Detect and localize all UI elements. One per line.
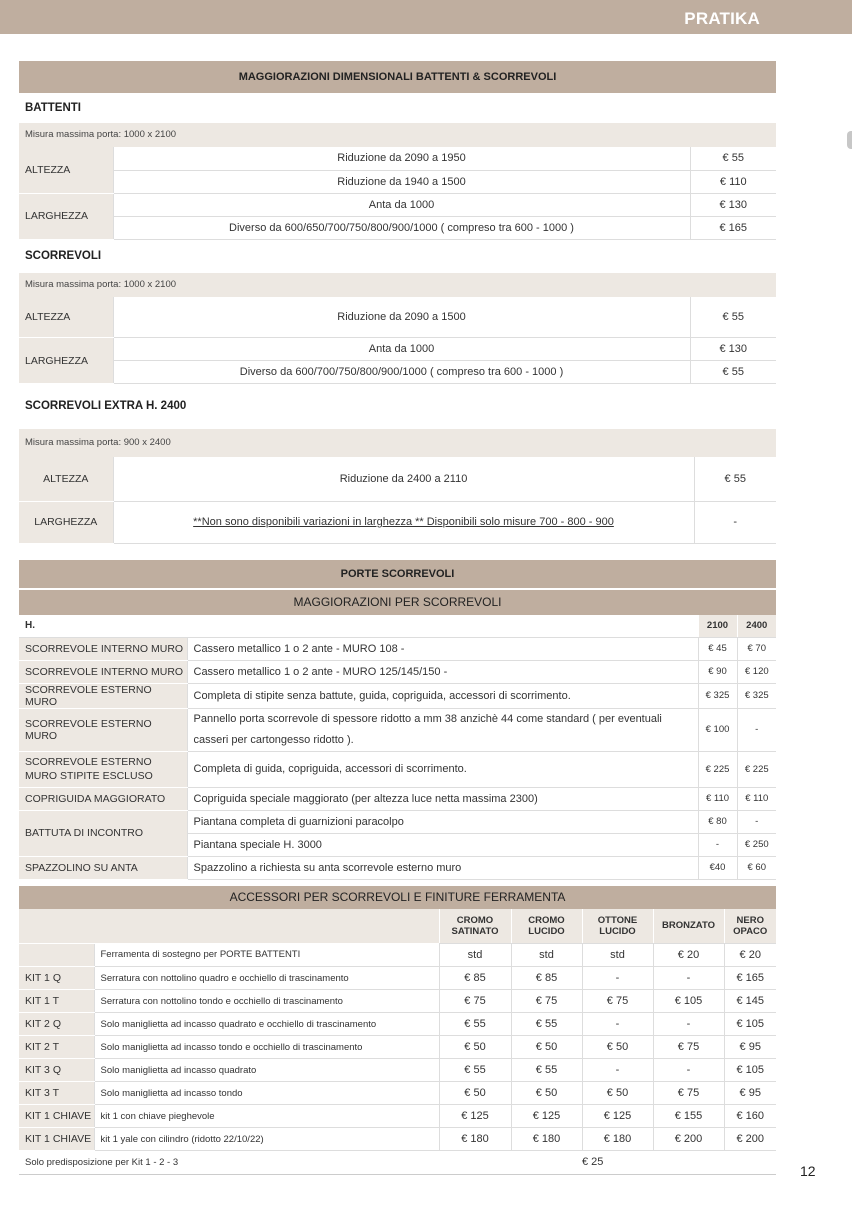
table-row	[19, 944, 776, 967]
table-row	[19, 193, 776, 216]
extra-table	[19, 457, 776, 544]
table-row	[19, 967, 776, 990]
finish-price: € 160	[724, 1105, 776, 1128]
table-row	[19, 660, 776, 683]
finish-price: € 165	[724, 967, 776, 990]
row-label: SCORREVOLE ESTERNO MURO STIPITE ESCLUSO	[19, 751, 187, 787]
finish-price: -	[653, 1059, 724, 1082]
col-cromo-lucido: CROMO LUCIDO	[511, 909, 582, 943]
finish-price: -	[653, 967, 724, 990]
scorrevoli-table	[19, 297, 776, 385]
footer-row	[19, 1151, 776, 1174]
table-row	[19, 637, 776, 660]
larghezza-label: LARGHEZZA	[19, 338, 113, 384]
finish-price: € 95	[724, 1082, 776, 1105]
row-desc: kit 1 con chiave pieghevole	[94, 1105, 439, 1128]
kit-label: KIT 1 CHIAVE	[19, 1128, 94, 1151]
table-row	[19, 751, 776, 787]
finish-price: € 75	[582, 990, 653, 1013]
desc: Riduzione da 2090 a 1950	[113, 147, 690, 170]
row-desc: Piantana speciale H. 3000	[187, 833, 698, 856]
section-title: MAGGIORAZIONI DIMENSIONALI BATTENTI & SCORREVOLI	[19, 61, 776, 93]
battenti-note: Misura massima porta: 1000 x 2100	[19, 123, 776, 147]
row-desc: Completa di stipite senza battute, guida, copriguida, accessori di scorrimento.	[187, 683, 698, 708]
table-row	[19, 1082, 776, 1105]
col-cromo-satinato: CROMO SATINATO	[439, 909, 511, 943]
table-row	[19, 708, 776, 751]
header-bar	[0, 0, 852, 34]
altezza-label: ALTEZZA	[19, 147, 113, 193]
col-nero-opaco: NERO OPACO	[724, 909, 776, 943]
row-label: SPAZZOLINO SU ANTA	[19, 856, 187, 879]
price-2400: € 60	[737, 856, 776, 879]
kit-label	[19, 944, 94, 967]
table-row	[19, 683, 776, 708]
section-maggiorazioni-dimensionali	[19, 61, 776, 544]
table-row	[19, 1105, 776, 1128]
desc: Diverso da 600/700/750/800/900/1000 ( compreso tra 600 - 1000 )	[113, 361, 690, 384]
price-2100: -	[698, 833, 737, 856]
price-2100: € 325	[698, 683, 737, 708]
col-2400: 2400	[737, 615, 776, 637]
table-row	[19, 147, 776, 170]
kit-label: KIT 1 T	[19, 990, 94, 1013]
finish-price: std	[511, 944, 582, 967]
finish-price: € 55	[511, 1059, 582, 1082]
finish-price: € 50	[439, 1036, 511, 1059]
price: € 55	[690, 361, 776, 384]
section-porte-scorrevoli	[19, 560, 776, 880]
kit-label: KIT 3 T	[19, 1082, 94, 1105]
finish-price: € 50	[511, 1036, 582, 1059]
kit-label: KIT 2 Q	[19, 1013, 94, 1036]
price: € 165	[690, 216, 776, 239]
finish-price: € 180	[582, 1128, 653, 1151]
price: -	[694, 501, 776, 543]
row-desc: kit 1 yale con cilindro (ridotto 22/10/22)	[94, 1128, 439, 1151]
row-label: BATTUTA DI INCONTRO	[19, 810, 187, 856]
brand-title: PRATIKA	[684, 9, 760, 28]
larghezza-label: LARGHEZZA	[19, 501, 113, 543]
price-2400: € 325	[737, 683, 776, 708]
finish-price: -	[582, 1013, 653, 1036]
section-accessori	[19, 886, 776, 1175]
price-2400: € 70	[737, 637, 776, 660]
table-row	[19, 297, 776, 338]
footer-label: Solo predisposizione per Kit 1 - 2 - 3	[19, 1151, 439, 1174]
price-2100: € 80	[698, 810, 737, 833]
desc: Anta da 1000	[113, 193, 690, 216]
price-2100: € 110	[698, 787, 737, 810]
desc: Riduzione da 2400 a 2110	[113, 457, 694, 501]
finish-price: € 20	[653, 944, 724, 967]
table-row	[19, 787, 776, 810]
table-header-row	[19, 909, 776, 943]
price: € 110	[690, 170, 776, 193]
finish-price: € 125	[439, 1105, 511, 1128]
row-desc: Solo maniglietta ad incasso tondo	[94, 1082, 439, 1105]
footer-price: € 25	[439, 1151, 751, 1174]
finish-price: € 180	[511, 1128, 582, 1151]
table-row	[19, 216, 776, 239]
finish-price: std	[439, 944, 511, 967]
table-row	[19, 501, 776, 543]
finish-price: € 200	[724, 1128, 776, 1151]
table-row	[19, 1036, 776, 1059]
row-label: SCORREVOLE INTERNO MURO	[19, 660, 187, 683]
table-row	[19, 810, 776, 833]
section-subtitle: MAGGIORAZIONI PER SCORREVOLI	[19, 590, 776, 615]
col-bronzato: BRONZATO	[653, 909, 724, 943]
row-label: COPRIGUIDA MAGGIORATO	[19, 787, 187, 810]
row-desc: Serratura con nottolino quadro e occhiello di trascinamento	[94, 967, 439, 990]
table-row	[19, 856, 776, 879]
finish-price: € 75	[653, 1036, 724, 1059]
finish-price: € 125	[582, 1105, 653, 1128]
desc: Diverso da 600/650/700/750/800/900/1000 ( compreso tra 600 - 1000 )	[113, 216, 690, 239]
kit-label: KIT 1 CHIAVE	[19, 1105, 94, 1128]
finish-price: € 105	[653, 990, 724, 1013]
price: € 55	[690, 297, 776, 338]
table-row	[19, 170, 776, 193]
price-2400: € 110	[737, 787, 776, 810]
desc: Riduzione da 1940 a 1500	[113, 170, 690, 193]
finish-price: € 95	[724, 1036, 776, 1059]
price: € 130	[690, 193, 776, 216]
table-row	[19, 1128, 776, 1151]
col-ottone-lucido: OTTONE LUCIDO	[582, 909, 653, 943]
price-2100: € 100	[698, 708, 737, 751]
finish-price: € 85	[439, 967, 511, 990]
price: € 55	[690, 147, 776, 170]
finish-price: € 105	[724, 1059, 776, 1082]
price-2400: € 250	[737, 833, 776, 856]
table-row	[19, 338, 776, 361]
finish-price: € 125	[511, 1105, 582, 1128]
scorrevoli-maggiorazioni-table	[19, 615, 776, 880]
kit-label: KIT 3 Q	[19, 1059, 94, 1082]
finish-price: -	[582, 967, 653, 990]
row-label: SCORREVOLE INTERNO MURO	[19, 637, 187, 660]
price-2400: € 120	[737, 660, 776, 683]
finish-price: € 75	[653, 1082, 724, 1105]
finish-price: € 145	[724, 990, 776, 1013]
finish-price: € 75	[511, 990, 582, 1013]
row-desc: Ferramenta di sostegno per PORTE BATTENTI	[94, 944, 439, 967]
finish-price: € 20	[724, 944, 776, 967]
price-2100: €40	[698, 856, 737, 879]
price-2400: -	[737, 810, 776, 833]
table-header-row	[19, 615, 776, 637]
col-2100: 2100	[698, 615, 737, 637]
page-number: 12	[800, 1163, 816, 1179]
row-desc: Pannello porta scorrevole di spessore ridotto a mm 38 anzichè 44 come standard ( per eventuali casseri per cartongesso ridotto ).	[187, 708, 698, 751]
altezza-label: ALTEZZA	[19, 297, 113, 338]
table-row	[19, 1013, 776, 1036]
price: € 55	[694, 457, 776, 501]
finish-price: € 155	[653, 1105, 724, 1128]
finish-price: € 50	[582, 1082, 653, 1105]
finish-price: € 180	[439, 1128, 511, 1151]
row-desc: Spazzolino a richiesta su anta scorrevole esterno muro	[187, 856, 698, 879]
scorrevoli-title: SCORREVOLI	[25, 249, 102, 262]
extra-note: Misura massima porta: 900 x 2400	[19, 429, 776, 457]
price: € 130	[690, 338, 776, 361]
row-desc: Solo maniglietta ad incasso tondo e occhiello di trascinamento	[94, 1036, 439, 1059]
table-row	[19, 990, 776, 1013]
extra-title: SCORREVOLI EXTRA H. 2400	[25, 400, 187, 412]
finish-price: € 200	[653, 1128, 724, 1151]
row-desc: Solo maniglietta ad incasso quadrato	[94, 1059, 439, 1082]
desc: Anta da 1000	[113, 338, 690, 361]
row-label: SCORREVOLE ESTERNO MURO	[19, 683, 187, 708]
finish-price: € 55	[439, 1013, 511, 1036]
finish-price: € 85	[511, 967, 582, 990]
row-desc: Serratura con nottolino tondo e occhiello di trascinamento	[94, 990, 439, 1013]
row-desc: Completa di guida, copriguida, accessori di scorrimento.	[187, 751, 698, 787]
row-desc: Cassero metallico 1 o 2 ante - MURO 108 -	[187, 637, 698, 660]
larghezza-label: LARGHEZZA	[19, 193, 113, 239]
row-desc: Piantana completa di guarnizioni paracolpo	[187, 810, 698, 833]
table-row	[19, 1059, 776, 1082]
price-2400: -	[737, 708, 776, 751]
accessori-table	[19, 909, 776, 944]
kit-label: KIT 2 T	[19, 1036, 94, 1059]
h-label: H.	[19, 615, 187, 637]
finish-price: € 55	[511, 1013, 582, 1036]
price-2100: € 45	[698, 637, 737, 660]
row-desc: Solo maniglietta ad incasso quadrato e occhiello di trascinamento	[94, 1013, 439, 1036]
finish-price: -	[653, 1013, 724, 1036]
kit-label: KIT 1 Q	[19, 967, 94, 990]
battenti-title: BATTENTI	[25, 102, 82, 114]
section-title: ACCESSORI PER SCORREVOLI E FINITURE FERRAMENTA	[19, 886, 776, 909]
availability-note-link[interactable]: **Non sono disponibili variazioni in larghezza ** Disponibili solo misure 700 - 800 - 900	[113, 501, 694, 543]
accessori-footer	[19, 1151, 776, 1175]
row-label: SCORREVOLE ESTERNO MURO	[19, 708, 187, 751]
desc: Riduzione da 2090 a 1500	[113, 297, 690, 338]
side-scroll-tab[interactable]	[847, 131, 852, 149]
row-desc: Cassero metallico 1 o 2 ante - MURO 125/145/150 -	[187, 660, 698, 683]
finish-price: std	[582, 944, 653, 967]
accessori-rows	[19, 944, 776, 1152]
section-title: PORTE SCORREVOLI	[19, 560, 776, 588]
price-2400: € 225	[737, 751, 776, 787]
price-2100: € 225	[698, 751, 737, 787]
finish-price: € 75	[439, 990, 511, 1013]
finish-price: € 105	[724, 1013, 776, 1036]
finish-price: € 50	[582, 1036, 653, 1059]
scorrevoli-note: Misura massima porta: 1000 x 2100	[19, 273, 776, 297]
finish-price: € 55	[439, 1059, 511, 1082]
altezza-label: ALTEZZA	[19, 457, 113, 501]
table-row	[19, 457, 776, 501]
finish-price: € 50	[511, 1082, 582, 1105]
price-2100: € 90	[698, 660, 737, 683]
table-row	[19, 361, 776, 384]
battenti-table	[19, 147, 776, 240]
finish-price: € 50	[439, 1082, 511, 1105]
finish-price: -	[582, 1059, 653, 1082]
row-desc: Copriguida speciale maggiorato (per altezza luce netta massima 2300)	[187, 787, 698, 810]
